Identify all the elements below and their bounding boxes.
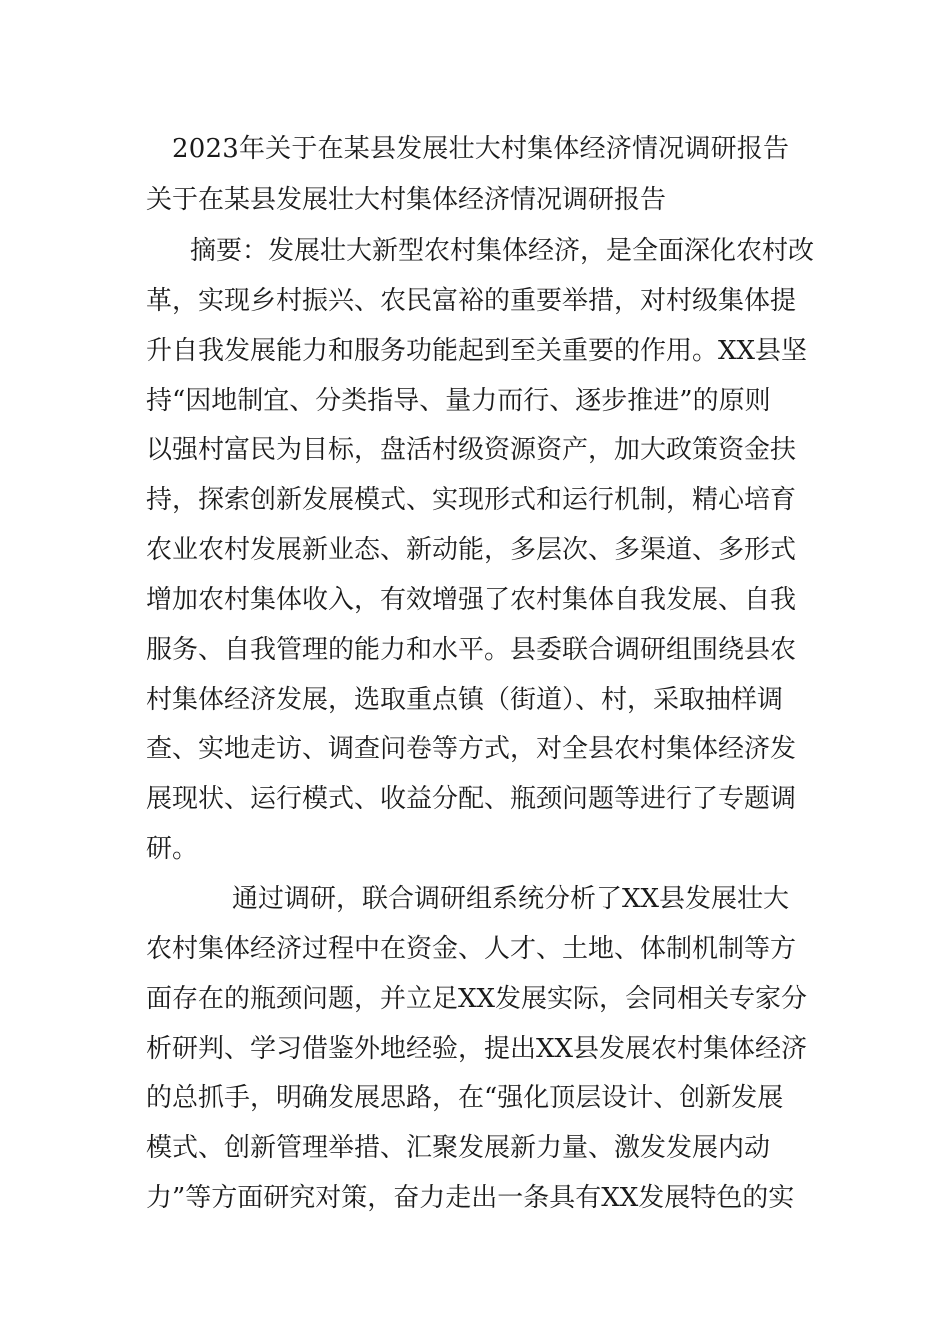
paragraph-2-line: 模式、创新管理举措、汇聚发展新力量、激发发展内动 [146, 1133, 771, 1163]
paragraph-1-line: 摘要：发展壮大新型农村集体经济，是全面深化农村改 [190, 236, 815, 266]
paragraph-1-line: 展现状、运行模式、收益分配、瓶颈问题等进行了专题调 [146, 784, 797, 814]
paragraph-1-line: 革，实现乡村振兴、农民富裕的重要举措，对村级集体提 [146, 286, 797, 316]
paragraph-2-line: 析研判、学习借鉴外地经验，提出XX县发展农村集体经济 [146, 1034, 808, 1064]
paragraph-1-line: 升自我发展能力和服务功能起到至关重要的作用。XX县坚 [146, 336, 808, 366]
paragraph-1-line: 村集体经济发展，选取重点镇（街道）、村，采取抽样调 [146, 685, 784, 715]
document-title: 2023年关于在某县发展壮大村集体经济情况调研报告 [172, 134, 790, 164]
paragraph-1-line: 研。 [146, 834, 199, 864]
paragraph-1-line: 查、实地走访、调查问卷等方式，对全县农村集体经济发 [146, 734, 797, 764]
paragraph-1-line: 持，探索创新发展模式、实现形式和运行机制，精心培育 [146, 485, 797, 515]
paragraph-1-line: 持“因地制宜、分类指导、量力而行、逐步推进”的原则 [146, 386, 771, 416]
paragraph-1-line: 以强村富民为目标，盘活村级资源资产，加大政策资金扶 [146, 435, 797, 465]
paragraph-2-line: 农村集体经济过程中在资金、人才、土地、体制机制等方 [146, 934, 797, 964]
paragraph-2-line: 通过调研，联合调研组系统分析了XX县发展壮大 [232, 884, 790, 914]
document-subtitle: 关于在某县发展壮大村集体经济情况调研报告 [146, 185, 667, 215]
paragraph-1-line: 增加农村集体收入，有效增强了农村集体自我发展、自我 [146, 585, 797, 615]
paragraph-2-line: 力”等方面研究对策，奋力走出一条具有XX发展特色的实 [146, 1183, 795, 1213]
paragraph-2-line: 的总抓手，明确发展思路，在“强化顶层设计、创新发展 [146, 1083, 784, 1113]
paragraph-1-line: 农业农村发展新业态、新动能，多层次、多渠道、多形式 [146, 535, 797, 565]
paragraph-1-line: 服务、自我管理的能力和水平。县委联合调研组围绕县农 [146, 635, 797, 665]
paragraph-2-line: 面存在的瓶颈问题，并立足XX发展实际，会同相关专家分 [146, 984, 808, 1014]
